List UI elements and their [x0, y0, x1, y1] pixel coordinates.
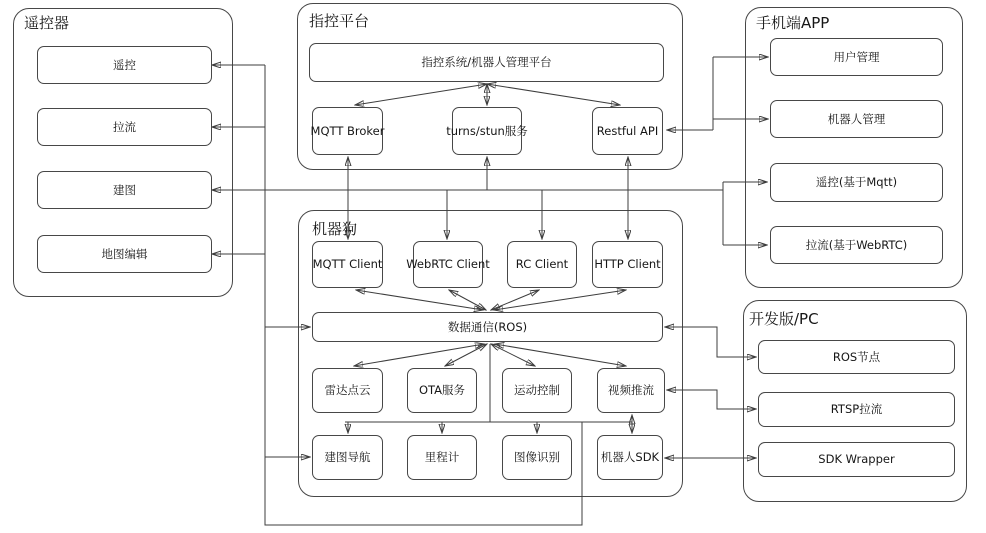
node-map-edit: 地图编辑 [37, 235, 212, 273]
connector-ros-video-push [495, 344, 626, 366]
node-user-mgmt: 用户管理 [770, 38, 943, 76]
node-command-system-platform: 指控系统/机器人管理平台 [309, 43, 664, 82]
node-ros-node: ROS节点 [758, 340, 955, 374]
node-turns-stun: turns/stun服务 [452, 107, 522, 155]
node-pull-stream: 拉流 [37, 108, 212, 146]
node-webrtc-client: WebRTC Client [413, 241, 483, 288]
node-video-push: 视频推流 [597, 368, 665, 413]
node-mqtt-broker: MQTT Broker [312, 107, 383, 155]
node-mqtt-client: MQTT Client [312, 241, 383, 288]
node-http-client: HTTP Client [592, 241, 663, 288]
connector-webrtc-client-ros [449, 290, 486, 310]
node-ota-service: OTA服务 [407, 368, 477, 413]
node-robot-sdk: 机器人SDK [597, 435, 663, 480]
panel-title-app: 手机端APP [756, 14, 830, 32]
node-motion-control: 运动控制 [502, 368, 572, 413]
node-data-comm-ros: 数据通信(ROS) [312, 312, 663, 342]
node-mapping-nav: 建图导航 [312, 435, 383, 480]
node-sdk-wrapper: SDK Wrapper [758, 442, 955, 477]
node-mapping: 建图 [37, 171, 212, 209]
node-odometry: 里程计 [407, 435, 477, 480]
node-rc-client: RC Client [507, 241, 577, 288]
connector-video-push-rtsp [667, 390, 756, 409]
connector-mqtt-client-ros [356, 290, 483, 310]
connector-ros-to-ros-node [665, 327, 756, 357]
node-rtsp-pull: RTSP拉流 [758, 392, 955, 427]
node-restful-api: Restful API [592, 107, 663, 155]
node-remote-control: 遥控 [37, 46, 212, 84]
panel-title-pc: 开发版/PC [749, 310, 819, 328]
panel-title-remote: 遥控器 [24, 14, 70, 32]
node-robot-mgmt: 机器人管理 [770, 100, 943, 138]
panel-title-command: 指控平台 [309, 12, 370, 30]
node-lidar-pointcloud: 雷达点云 [312, 368, 383, 413]
connector-platform-mqtt-broker [355, 84, 487, 105]
connector-ros-lidar [354, 344, 484, 366]
node-image-recognition: 图像识别 [502, 435, 572, 480]
panel-title-dog: 机器狗 [312, 220, 358, 238]
node-remote-mqtt: 遥控(基于Mqtt) [770, 163, 943, 202]
connector-platform-restful-api [487, 84, 620, 105]
node-pull-webrtc: 拉流(基于WebRTC) [770, 226, 943, 264]
